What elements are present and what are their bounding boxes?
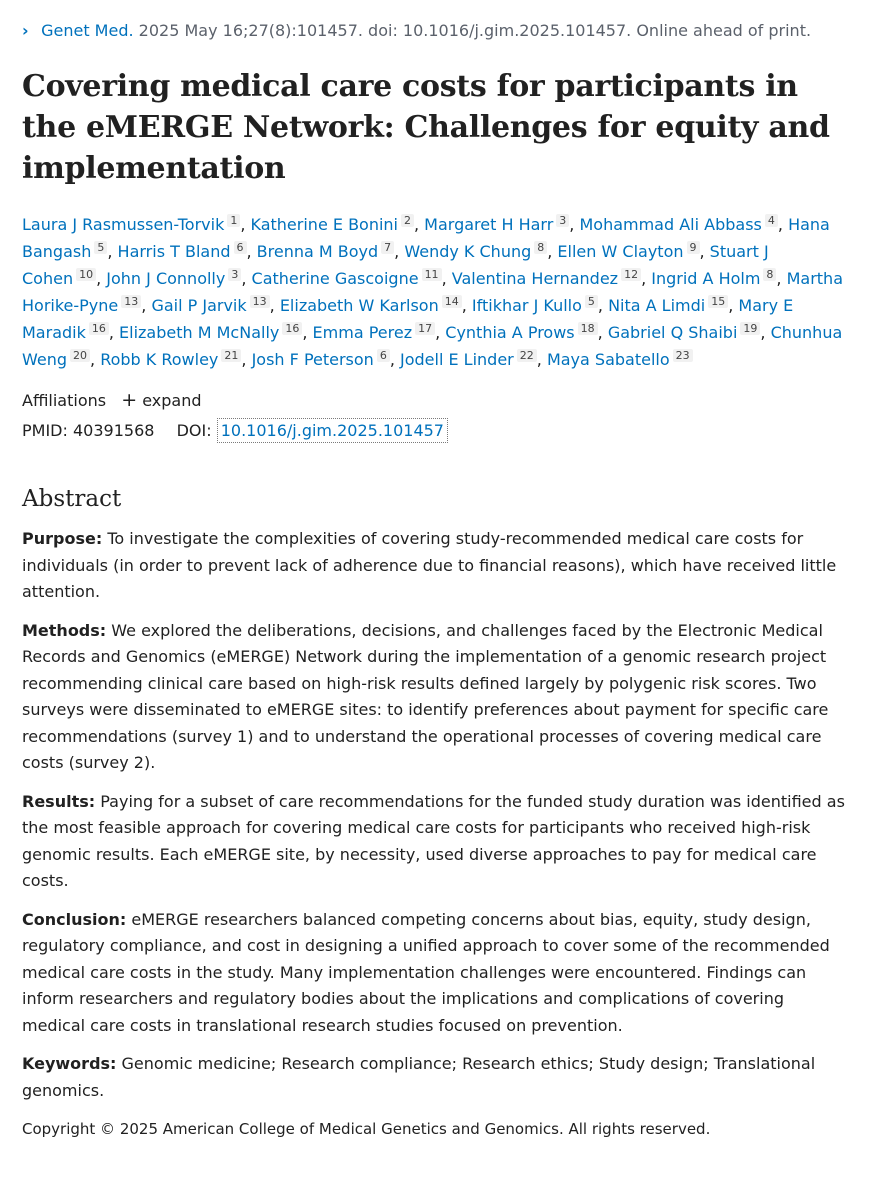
affiliation-number[interactable]: 3 (228, 268, 241, 281)
abstract-methods (22, 618, 850, 777)
expand-label: expand (142, 391, 202, 410)
author-link[interactable]: Elizabeth W Karlson (279, 296, 439, 315)
author-link[interactable]: Valentina Hernandez (451, 269, 619, 288)
affiliation-number[interactable]: 5 (585, 295, 598, 308)
affiliation-number[interactable]: 13 (121, 295, 141, 308)
abstract-results (22, 789, 850, 895)
author-link[interactable]: Jodell E Linder (400, 350, 514, 369)
affiliation-number[interactable]: 12 (621, 268, 641, 281)
doi-link[interactable]: 10.1016/j.gim.2025.101457 (217, 418, 448, 443)
keywords-label: Keywords: (22, 1054, 117, 1073)
affiliation-number[interactable]: 6 (234, 241, 247, 254)
pmid-label: PMID: (22, 421, 68, 440)
author-link[interactable]: Catherine Gascoigne (251, 269, 419, 288)
author-list: Laura J Rasmussen-Torvik $^1$ , Katherine E Bonini $^2$ , Margaret H Harr $^3$ , Mohammad Ali Abbass $^4$ , Hana Bangash $^5$ , Harris T Bland $^6$ , Brenna M Boyd $^7$ , Wendy K Chung $^8$ , Ellen W Clayton $^9$ , Stuart J Cohen $^{10}$ , John J Connolly $^3$ , Catherine Gascoigne $^{11}$ , Valentina Hernandez $^{12}$ , Ingrid A Holm $^8$ , Martha Horike-Pyne $^{13}$ , Gail P Jarvik $^{13}$ , Elizabeth W Karlson $^{14}$ , Iftikhar J Kullo $^5$ , Nita A Limdi $^{15}$ , Mary E Maradik $^{16}$ , Elizabeth M McNally $^{16}$ , Emma Perez $^{17}$ , Cynthia A Prows $^{18}$ , Gabriel Q Shaibi $^{19}$ , Chunhua Weng $^{20}$ , Robb K Rowley $^{21}$ , Josh F Peterson $^6$ , Jodell E Linder $^{22}$ , Maya Sabatello $^{23}$ (22, 214, 843, 369)
affiliation-number[interactable]: 5 (94, 241, 107, 254)
purpose-label: Purpose: (22, 529, 103, 548)
author-link[interactable]: Laura J Rasmussen-Torvik (22, 215, 225, 234)
purpose-text: To investigate the complexities of covering study-recommended medical care costs for individuals (in order to prevent lack of adherence due to financial reasons), which have received little attention. (22, 529, 837, 601)
affiliation-number[interactable]: 20 (70, 349, 90, 362)
author-link[interactable]: Gail P Jarvik (151, 296, 247, 315)
conclusion-text: eMERGE researchers balanced competing concerns about bias, equity, study design, regulatory compliance, and cost in designing a unified approach to cover some of the recommended medical care costs in the study. Many implementation challenges were encountered. Findings can inform researchers and regulatory bodies about the implications and complications of covering medical care costs in translational research studies focused on prevention. (22, 909, 830, 1035)
author-link[interactable]: Stuart J Cohen (22, 242, 769, 288)
pmid-value: 40391568 (72, 421, 155, 440)
author-link[interactable]: Iftikhar J Kullo (471, 296, 582, 315)
affiliation-number[interactable]: 23 (673, 349, 693, 362)
article-title: Covering medical care costs for participants in the eMERGE Network: Challenges for equity and implementation (22, 69, 830, 186)
methods-text: We explored the deliberations, decisions, and challenges faced by the Electronic Medical Records and Genomics (eMERGE) Network during the implementation of a genomic research project recommending clinical care based on high-risk results defined largely by polygenic risk scores. Two surveys were disseminated to eMERGE sites: to identify preferences about payment for specific care recommendations (survey 1) and to understand the operational processes of covering medical care costs (survey 2). (22, 620, 829, 772)
affiliation-number[interactable]: 9 (687, 241, 700, 254)
author-link[interactable]: Ingrid A Holm (651, 269, 761, 288)
author-link[interactable]: John J Connolly (106, 269, 226, 288)
results-label: Results: (22, 791, 96, 811)
conclusion-label: Conclusion: (22, 909, 127, 929)
affiliation-number[interactable]: 21 (221, 349, 241, 362)
abstract-purpose (22, 526, 850, 606)
affiliation-number[interactable]: 1 (227, 214, 240, 227)
author-link[interactable]: Maya Sabatello (546, 350, 670, 369)
affiliation-number[interactable]: 2 (401, 214, 414, 227)
affiliation-number[interactable]: 6 (377, 349, 390, 362)
author-link[interactable]: Ellen W Clayton (557, 242, 684, 261)
citation-line (22, 18, 850, 44)
author-link[interactable]: Robb K Rowley (100, 350, 219, 369)
author-link[interactable]: Hana Bangash (22, 215, 830, 261)
affiliation-number[interactable]: 8 (763, 268, 776, 281)
author-link[interactable]: Wendy K Chung (404, 242, 532, 261)
doi-label: DOI: (176, 421, 212, 440)
affiliations-label: Affiliations (22, 391, 107, 410)
affiliation-number[interactable]: 3 (556, 214, 569, 227)
affiliation-number[interactable]: 16 (282, 322, 302, 335)
abstract-heading: Abstract (22, 486, 122, 512)
affiliation-number[interactable]: 19 (740, 322, 760, 335)
affiliation-number[interactable]: 11 (422, 268, 442, 281)
affiliation-number[interactable]: 22 (517, 349, 537, 362)
affiliation-number[interactable]: 8 (534, 241, 547, 254)
author-link[interactable]: Josh F Peterson (251, 350, 374, 369)
affiliation-number[interactable]: 14 (442, 295, 462, 308)
author-link[interactable]: Margaret H Harr (424, 215, 554, 234)
author-link[interactable]: Katherine E Bonini (250, 215, 398, 234)
affiliation-number[interactable]: 13 (250, 295, 270, 308)
affiliations-row (22, 385, 850, 416)
chevron-right-icon[interactable]: › (22, 21, 29, 40)
author-link[interactable]: Martha Horike-Pyne (22, 269, 843, 315)
methods-label: Methods: (22, 620, 107, 640)
author-link[interactable]: Emma Perez (312, 323, 413, 342)
results-text: Paying for a subset of care recommendations for the funded study duration was identified as the most feasible approach for covering medical care costs for participants who received high-risk genomic results. Each eMERGE site, by necessity, used diverse approaches to pay for medical care costs. (22, 791, 845, 890)
author-link[interactable]: Gabriel Q Shaibi (607, 323, 738, 342)
journal-link[interactable]: Genet Med. (41, 21, 134, 40)
affiliation-number[interactable]: 16 (89, 322, 109, 335)
article-meta (22, 385, 850, 446)
author-link[interactable]: Mary E Maradik (22, 296, 794, 342)
ids-row (22, 416, 850, 446)
affiliation-number[interactable]: 18 (578, 322, 598, 335)
author-link[interactable]: Elizabeth M McNally (119, 323, 280, 342)
affiliations-expand-button[interactable] (121, 391, 201, 410)
abstract-body (22, 526, 850, 1104)
affiliation-number[interactable]: 17 (415, 322, 435, 335)
author-link[interactable]: Cynthia A Prows (445, 323, 575, 342)
keywords (22, 1051, 850, 1104)
affiliation-number[interactable]: 15 (708, 295, 728, 308)
citation-details: 2025 May 16;27(8):101457. doi: 10.1016/j.gim.2025.101457. Online ahead of print. (138, 21, 812, 40)
copyright: Copyright © 2025 American College of Medical Genetics and Genomics. All rights reserved. (22, 1120, 711, 1138)
author-link[interactable]: Harris T Bland (117, 242, 231, 261)
keywords-text: Genomic medicine; Research compliance; Research ethics; Study design; Translational genomics. (22, 1054, 816, 1100)
affiliation-number[interactable]: 4 (765, 214, 778, 227)
author-link[interactable]: Chunhua Weng (22, 323, 843, 369)
affiliation-number[interactable]: 7 (381, 241, 394, 254)
abstract-conclusion (22, 907, 850, 1040)
author-link[interactable]: Brenna M Boyd (256, 242, 379, 261)
plus-icon: + (121, 389, 138, 411)
author-link[interactable]: Mohammad Ali Abbass (579, 215, 762, 234)
affiliation-number[interactable]: 10 (76, 268, 96, 281)
author-link[interactable]: Nita A Limdi (608, 296, 706, 315)
